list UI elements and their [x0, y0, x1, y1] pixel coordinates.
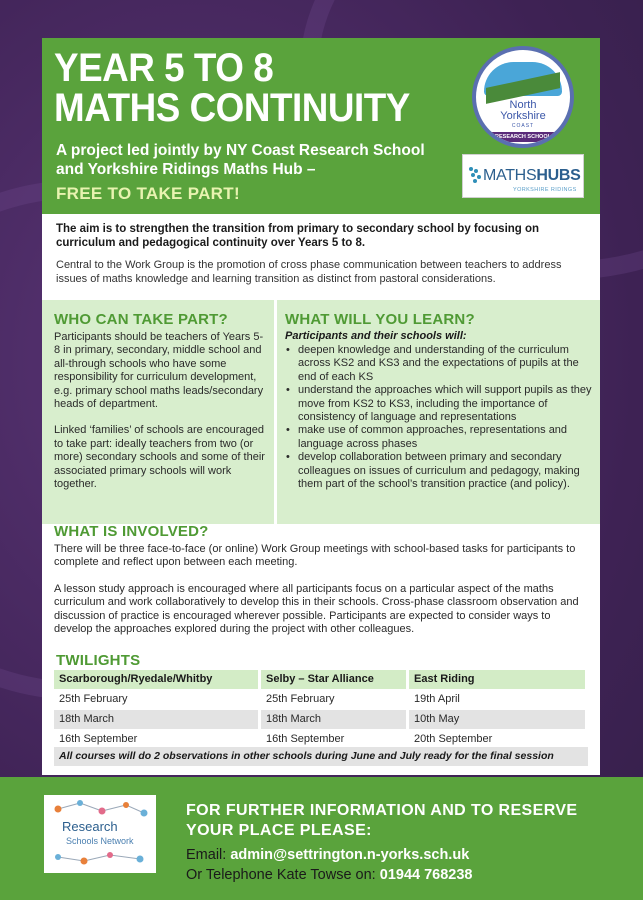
- logo-research-school-band: RESEARCH SCHOOL: [480, 132, 566, 142]
- table-header-row: [54, 670, 588, 689]
- title-line-2: MATHS CONTINUITY: [54, 86, 410, 130]
- involved-paragraph: A lesson study approach is encouraged where all participants focus on a particular aspect of the maths curriculum and work collaboratively to develop this in their schools. Cross-phase classroom observation and discussion of practice is encouraged wherever possible. Participants are expected to consider ways to develop the approaches explored during the project with other colleagues.: [54, 582, 579, 636]
- who-paragraph: Participants should be teachers of Years 5-8 in primary, secondary, middle school and all-through schools who have some responsibility for curriculum development, e.g. primary school maths leads/secondary heads of department.: [54, 331, 264, 411]
- table-cell: 25th February: [54, 690, 258, 709]
- column-divider: [274, 300, 277, 524]
- table-cell: 19th April: [409, 690, 585, 709]
- free-to-take-part: FREE TO TAKE PART!: [56, 184, 240, 203]
- list-item: • make use of common approaches, representations and language across phases: [285, 424, 595, 451]
- details-panel: [42, 300, 600, 524]
- phone-label: Or Telephone Kate Towse on:: [186, 867, 376, 883]
- table-cell: 10th May: [409, 710, 585, 729]
- intro-aim: The aim is to strengthen the transition from primary to secondary school by focusing on curriculum and pedagogical continuity over Years 5 to 8.: [56, 223, 540, 249]
- list-item: • deepen knowledge and understanding of the curriculum across KS2 and KS3 and the expectations of pupils at the end of each KS: [285, 344, 595, 384]
- involved-title: WHAT IS INVOLVED?: [54, 523, 209, 540]
- maths-hubs-dots-icon: [469, 167, 483, 185]
- twilights-table: [54, 670, 588, 749]
- table-cell: 16th September: [54, 730, 258, 749]
- table-header-cell: East Riding: [409, 670, 585, 689]
- table-cell: 25th February: [261, 690, 406, 709]
- title-line-1: YEAR 5 TO 8: [54, 46, 274, 90]
- table-header-cell: Selby – Star Alliance: [261, 670, 406, 689]
- what-section: [285, 312, 595, 491]
- table-header-cell: Scarborough/Ryedale/Whitby: [54, 670, 258, 689]
- intro-description: Central to the Work Group is the promotion of cross phase communication between teachers to address issues of maths knowledge and learning transition as distinct from pastoral considerations.: [56, 259, 562, 285]
- who-title: WHO CAN TAKE PART?: [54, 311, 228, 328]
- rsn-logo-subtext: Schools Network: [66, 836, 134, 846]
- maths-hubs-name-a: MATHS: [483, 167, 537, 184]
- list-item: • develop collaboration between primary and secondary colleagues on issues of curriculum and pedagogy, making them part of the school’s transition practice (and policy).: [285, 451, 595, 491]
- header-banner: [42, 38, 600, 214]
- what-lead: Participants and their schools will:: [285, 330, 467, 342]
- list-item: • understand the approaches which will support pupils as they move from KS2 to KS3, including the importance of consistency of language and representations: [285, 384, 595, 424]
- twilights-title: TWILIGHTS: [56, 652, 141, 669]
- logo-text-coast: COAST: [511, 123, 535, 129]
- footer-banner: [0, 777, 643, 900]
- logo-text-yorkshire: Yorkshire: [500, 110, 546, 122]
- who-paragraph: Linked ‘families’ of schools are encouraged to take part: ideally teachers from two (or more) secondary schools and some of their associated primary schools will work together.: [54, 424, 265, 491]
- involved-section: [54, 524, 588, 636]
- subtitle: A project led jointly by NY Coast Research School and Yorkshire Ridings Maths Hub –: [56, 142, 425, 178]
- what-bullet-list: [285, 344, 595, 491]
- table-cell: 16th September: [261, 730, 406, 749]
- who-section: [54, 312, 268, 491]
- logo-text-north: North: [509, 99, 537, 111]
- table-cell: 18th March: [54, 710, 258, 729]
- table-row: [54, 710, 588, 729]
- footer-email-line: [186, 847, 469, 863]
- footer-phone-line: [186, 867, 473, 883]
- table-cell: 20th September: [409, 730, 585, 749]
- north-yorkshire-coast-logo: [472, 46, 574, 148]
- maths-hubs-name: [483, 167, 580, 185]
- table-cell: 18th March: [261, 710, 406, 729]
- maths-hubs-logo: [462, 154, 584, 198]
- research-schools-network-logo: [44, 795, 156, 873]
- involved-paragraph: There will be three face-to-face (or online) Work Group meetings with school-based tasks for participants to complete and reflect upon between each meeting.: [54, 543, 576, 569]
- network-icon: [44, 795, 156, 873]
- twilights-note: All courses will do 2 observations in other schools during June and July ready for the final session: [54, 747, 588, 766]
- what-title: WHAT WILL YOU LEARN?: [285, 311, 475, 328]
- flyer-sheet: [42, 38, 600, 775]
- logo-text: [476, 100, 570, 122]
- rsn-logo-text: Research: [62, 819, 118, 834]
- phone-number[interactable]: 01944 768238: [379, 867, 473, 883]
- page-title: [54, 48, 410, 128]
- maths-hubs-name-b: HUBS: [536, 167, 581, 184]
- maths-hubs-sub: YORKSHIRE RIDINGS: [513, 187, 577, 193]
- footer-heading: FOR FURTHER INFORMATION AND TO RESERVE YOUR PLACE PLEASE:: [186, 802, 578, 839]
- intro-section: [56, 222, 586, 286]
- email-address[interactable]: admin@settrington.n-yorks.sch.uk: [230, 847, 470, 863]
- email-label: Email:: [186, 847, 227, 863]
- table-row: [54, 690, 588, 709]
